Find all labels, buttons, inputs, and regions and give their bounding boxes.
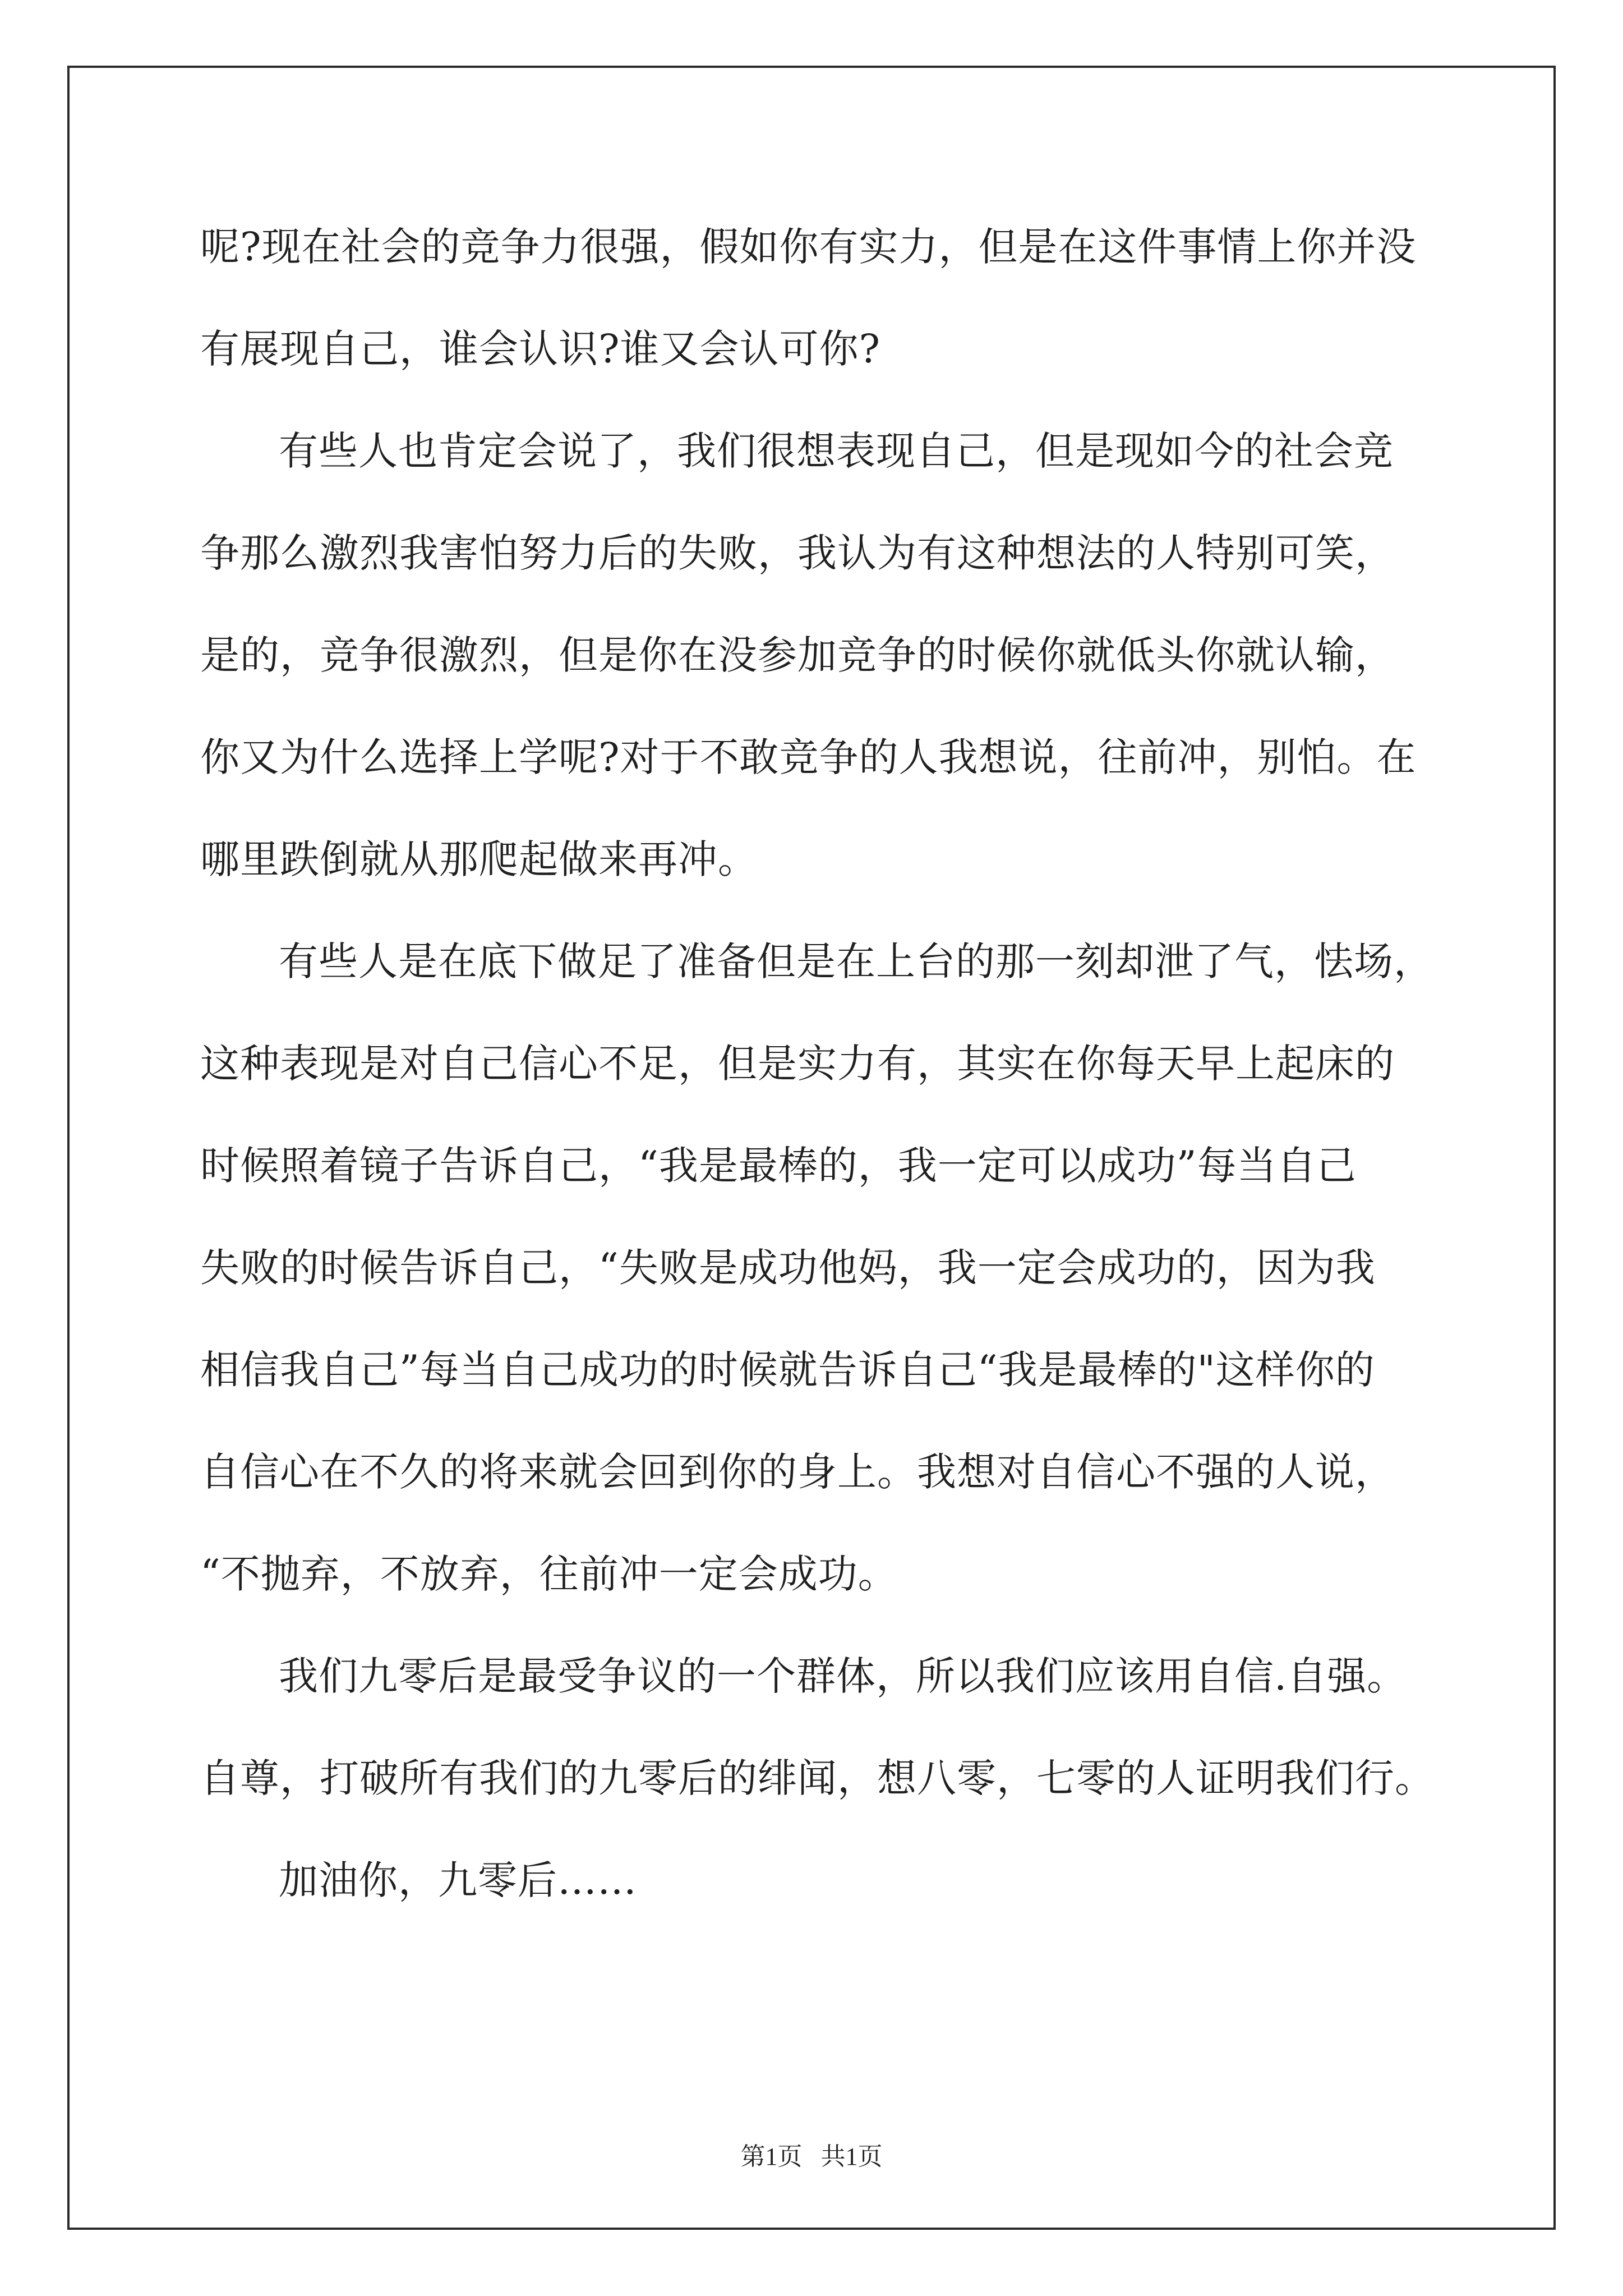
text-line-10: 时候照着镜子告诉自己，“我是最棒的，我一定可以成功”每当自己 — [200, 1143, 1357, 1189]
text-line-1: 呢?现在社会的竞争力很强，假如你有实力，但是在这件事情上你并没 — [200, 224, 1417, 270]
text-line-12: 相信我自己”每当自己成功的时候就告诉自己“我是最棒的"这样你的 — [200, 1347, 1375, 1393]
text-line-4: 争那么激烈我害怕努力后的失败，我认为有这种想法的人特别可笑， — [200, 530, 1395, 576]
page-footer: 第1页 共1页 — [740, 2143, 883, 2170]
text-line-9: 这种表现是对自己信心不足，但是实力有，其实在你每天早上起床的 — [200, 1041, 1395, 1087]
text-line-13: 自信心在不久的将来就会回到你的身上。我想对自信心不强的人说， — [200, 1449, 1395, 1495]
text-line-14: “不抛弃，不放弃，往前冲一定会成功。 — [200, 1551, 898, 1597]
text-line-8: 有些人是在底下做足了准备但是在上台的那一刻却泄了气，怯场， — [279, 938, 1433, 984]
text-line-6: 你又为什么选择上学呢?对于不敢竞争的人我想说，往前冲，别怕。在 — [200, 734, 1417, 780]
text-line-5: 是的，竞争很激烈，但是你在没参加竞争的时候你就低头你就认输， — [200, 632, 1395, 678]
text-line-11: 失败的时候告诉自己，“失败是成功他妈，我一定会成功的，因为我 — [200, 1245, 1376, 1291]
text-line-16: 自尊，打破所有我们的九零后的绯闻，想八零，七零的人证明我们行。 — [200, 1755, 1435, 1801]
text-line-3: 有些人也肯定会说了，我们很想表现自己，但是现如今的社会竞 — [279, 428, 1394, 474]
text-line-15: 我们九零后是最受争议的一个群体，所以我们应该用自信.自强。 — [279, 1653, 1407, 1699]
text-line-17: 加油你，九零后…… — [279, 1857, 637, 1903]
text-line-2: 有展现自己，谁会认识?谁又会认可你? — [200, 326, 881, 372]
text-line-7: 哪里跌倒就从那爬起做来再冲。 — [200, 836, 758, 882]
